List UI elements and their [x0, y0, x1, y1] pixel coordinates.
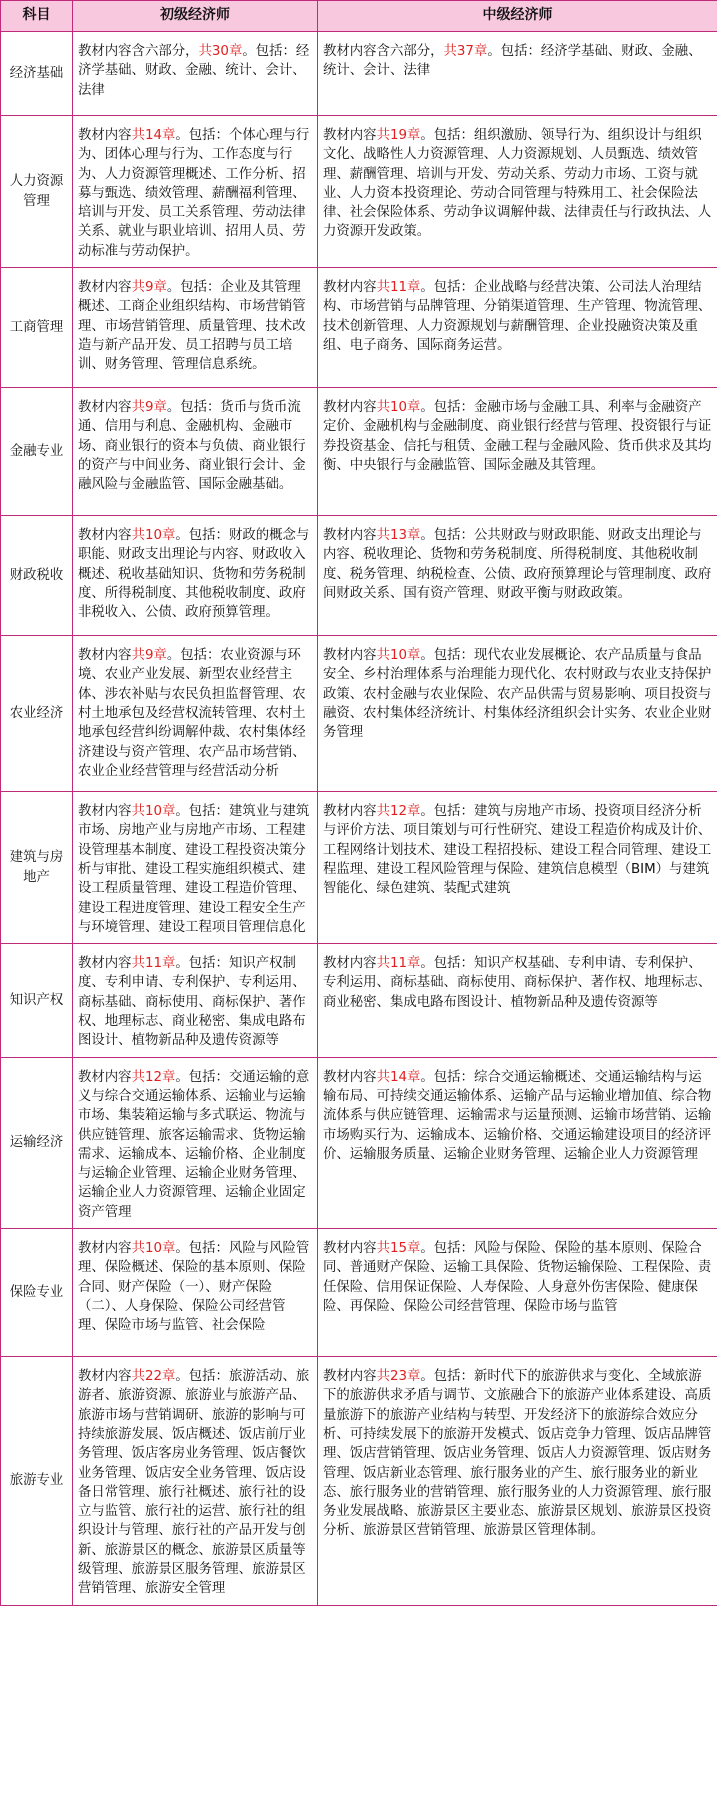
- content-text: 教材内容: [78, 128, 132, 143]
- table-header-row: [1, 1, 717, 32]
- subject-cell: 建筑与房地产: [1, 792, 73, 944]
- subject-cell: 财政税收: [1, 516, 73, 636]
- content-text: 教材内容: [78, 1369, 132, 1385]
- table-row: [1, 944, 717, 1057]
- content-text: 。包括：组织激励、领导行为、组织设计与组织文化、战略性人力资源管理、人力资源规划、人员甄选、绩效管理、薪酬管理、培训与开发、劳动关系、劳动力市场、工资与就业、人力资本投资理论、劳动合同管理与特殊用工、社会保险法律、社会保险体系、劳动争议调解仲裁、法律责任与行政执法、人力资源开发政策。: [323, 128, 712, 240]
- subject-cell: 农业经济: [1, 636, 73, 792]
- chapter-count: 共14章: [131, 128, 176, 143]
- chapter-count: 共11章: [376, 956, 421, 972]
- content-text: 。包括：知识产权制度、专利申请、专利保护、专利运用、商标基础、商标使用、商标保护、著作权、地理标志、商业秘密、集成电路布图设计、植物新品种及遗传资源等: [78, 956, 306, 1049]
- junior-content-cell: [73, 516, 318, 636]
- chapter-count: 共37章: [443, 44, 488, 59]
- junior-content-cell: [73, 944, 318, 1057]
- header-intermediate: 中级经济师: [318, 1, 717, 32]
- content-text: 教材内容含六部分，: [78, 44, 199, 59]
- header-subject: 科目: [1, 1, 73, 32]
- subject-cell: 经济基础: [1, 32, 73, 116]
- junior-content-cell: [73, 116, 318, 268]
- content-text: 。包括：知识产权基础、专利申请、专利保护、专利运用、商标基础、商标使用、商标保护、著作权、地理标志、商业秘密、集成电路布图设计、植物新品种及遗传资源等: [323, 956, 712, 1010]
- intermediate-content-cell: [318, 516, 717, 636]
- chapter-count: 共10章: [131, 1241, 176, 1257]
- content-text: 。包括：农业资源与环境、农业产业发展、新型农业经营主体、涉农补贴与农民负担监督管理、农村土地承包及经营权流转管理、农村土地承包经营纠纷调解仲裁、农村集体经济建设与资产管理、农产品市场营销、农业企业经营管理与经营活动分析: [78, 648, 306, 779]
- content-text: 教材内容: [78, 400, 132, 416]
- content-text: 教材内容: [78, 1241, 132, 1257]
- table-row: [1, 1229, 717, 1357]
- chapter-count: 共22章: [131, 1369, 176, 1385]
- table-row: [1, 1357, 717, 1606]
- content-text: 教材内容: [78, 804, 132, 820]
- content-text: 教材内容: [323, 528, 377, 544]
- content-text: 。包括：财政的概念与职能、财政支出理论与内容、财政收入概述、税收基础知识、货物和劳务税制度、所得税制度、其他税收制度、政府非税收入、公债、政府预算管理。: [78, 528, 310, 621]
- content-text: 。包括：经济学基础、财政、金融、统计、会计、法律: [323, 44, 702, 79]
- content-text: 教材内容: [323, 1241, 377, 1257]
- content-text: 教材内容: [323, 128, 377, 143]
- chapter-count: 共10章: [376, 648, 421, 664]
- chapter-count: 共19章: [376, 128, 421, 143]
- chapter-count: 共30章: [198, 44, 243, 59]
- content-text: 。包括：现代农业发展概论、农产品质量与食品安全、乡村治理体系与治理能力现代化、农村财政与农业支持保护政策、农村金融与农业保险、农产品供需与贸易影响、项目投资与融资、农村集体经济统计、村集体经济组织会计实务、农业企业财务管理: [323, 648, 712, 741]
- content-text: 教材内容: [323, 956, 377, 972]
- chapter-count: 共10章: [376, 400, 421, 416]
- table-row: [1, 116, 717, 268]
- content-text: 。包括：经济学基础、财政、金融、统计、会计、法律: [78, 44, 310, 98]
- subject-cell: 知识产权: [1, 944, 73, 1057]
- intermediate-content-cell: [318, 268, 717, 388]
- content-text: 教材内容: [323, 400, 377, 416]
- content-text: 教材内容: [78, 1069, 132, 1085]
- subject-cell: 人力资源管理: [1, 116, 73, 268]
- junior-content-cell: [73, 792, 318, 944]
- content-text: 。包括：建筑与房地产市场、投资项目经济分析与评价方法、项目策划与可行性研究、建设工程造价构成及计价、工程网络计划技术、建设工程招投标、建设工程合同管理、建设工程监理、建设工程风险管理与保险、建筑信息模型（BIM）与建筑智能化、绿色建筑、装配式建筑: [323, 804, 712, 897]
- chapter-count: 共10章: [131, 528, 176, 544]
- subject-cell: 保险专业: [1, 1229, 73, 1357]
- content-text: 。包括：金融市场与金融工具、利率与金融资产定价、金融机构与金融制度、商业银行经营与管理、投资银行与证券投资基金、信托与租赁、金融工程与金融风险、货币供求及其均衡、中央银行与金融监管、国际金融及其管理。: [323, 400, 712, 473]
- chapter-count: 共13章: [376, 528, 421, 544]
- content-text: 教材内容: [78, 956, 132, 972]
- junior-content-cell: [73, 1357, 318, 1606]
- junior-content-cell: [73, 32, 318, 116]
- table-row: [1, 636, 717, 792]
- intermediate-content-cell: [318, 388, 717, 516]
- content-text: 教材内容: [323, 280, 377, 296]
- content-text: 教材内容: [323, 1069, 377, 1085]
- junior-content-cell: [73, 1229, 318, 1357]
- chapter-count: 共9章: [131, 400, 167, 416]
- content-text: 教材内容: [323, 648, 377, 664]
- intermediate-content-cell: [318, 116, 717, 268]
- intermediate-content-cell: [318, 636, 717, 792]
- content-text: 。包括：综合交通运输概述、交通运输结构与运输布局、可持续交通运输体系、运输产品与运输业增加值、综合物流体系与供应链管理、运输需求与运量预测、运输市场营销、运输市场购买行为、运输成本、运输价格、交通运输建设项目的经济评价、运输服务质量、运输企业财务管理、运输企业人力资源管理: [323, 1069, 712, 1162]
- content-text: 。包括：建筑业与建筑市场、房地产业与房地产市场、工程建设管理基本制度、建设工程投资决策分析与审批、建设工程实施组织模式、建设工程质量管理、建设工程造价管理、建设工程进度管理、建设工程安全生产与环境管理、建设工程项目管理信息化: [78, 804, 310, 935]
- content-text: 教材内容: [78, 528, 132, 544]
- chapter-count: 共11章: [376, 280, 421, 296]
- content-text: 教材内容: [323, 1369, 377, 1385]
- table-row: [1, 32, 717, 116]
- intermediate-content-cell: [318, 1057, 717, 1228]
- subject-cell: 金融专业: [1, 388, 73, 516]
- table-row: [1, 268, 717, 388]
- chapter-count: 共23章: [376, 1369, 421, 1385]
- header-junior: 初级经济师: [73, 1, 318, 32]
- content-text: 教材内容: [78, 280, 132, 296]
- content-text: 教材内容含六部分，: [323, 44, 444, 59]
- intermediate-content-cell: [318, 792, 717, 944]
- content-text: 教材内容: [323, 804, 377, 820]
- chapter-count: 共11章: [131, 956, 176, 972]
- subject-cell: 旅游专业: [1, 1357, 73, 1606]
- content-text: 。包括：新时代下的旅游供求与变化、全域旅游下的旅游供求矛盾与调节、文旅融合下的旅游产业体系建设、高质量旅游下的旅游产业结构与转型、开发经济下的旅游综合效应分析、可持续发展下的旅游开发模式、饭店竞争力管理、饭店品牌管理、饭店营销管理、饭店业务管理、饭店人力资源管理、饭店财务管理、饭店新业态管理、旅行服务业的产生、旅行服务业的新业态、旅行服务业的营销管理、旅行服务业的人力资源管理、旅行服务业发展战略、旅游景区主要业态、旅游景区规划、旅游景区投资分析、旅游景区营销管理、旅游景区管理体制。: [323, 1369, 712, 1539]
- content-text: 。包括：交通运输的意义与综合交通运输体系、运输业与运输市场、集装箱运输与多式联运、物流与供应链管理、旅客运输需求、货物运输需求、运输成本、运输价格、企业制度与运输企业管理、运输企业财务管理、运输企业人力资源管理、运输企业固定资产管理: [78, 1069, 310, 1220]
- subject-cell: 运输经济: [1, 1057, 73, 1228]
- intermediate-content-cell: [318, 1357, 717, 1606]
- chapter-count: 共12章: [376, 804, 421, 820]
- table-row: [1, 388, 717, 516]
- chapter-count: 共9章: [131, 648, 167, 664]
- table-row: [1, 1057, 717, 1228]
- chapter-count: 共15章: [376, 1241, 421, 1257]
- intermediate-content-cell: [318, 1229, 717, 1357]
- content-text: 。包括：公共财政与财政职能、财政支出理论与内容、税收理论、货物和劳务税制度、所得税制度、其他税收制度、税务管理、纳税检查、公债、政府预算理论与管理制度、政府间财政关系、国有资产管理、财政平衡与财政政策。: [323, 528, 712, 601]
- subject-cell: 工商管理: [1, 268, 73, 388]
- junior-content-cell: [73, 268, 318, 388]
- intermediate-content-cell: [318, 944, 717, 1057]
- chapter-count: 共9章: [131, 280, 167, 296]
- content-text: 。包括：个体心理与行为、团体心理与行为、工作态度与行为、人力资源管理概述、工作分析、招募与甄选、绩效管理、薪酬福利管理、培训与开发、员工关系管理、劳动法律关系、就业与职业培训、招用人员、劳动标准与劳动保护。: [78, 128, 310, 259]
- junior-content-cell: [73, 1057, 318, 1228]
- intermediate-content-cell: [318, 32, 717, 116]
- chapter-count: 共14章: [376, 1069, 421, 1085]
- content-text: 。包括：风险与保险、保险的基本原则、保险合同、普通财产保险、运输工具保险、货物运输保险、工程保险、责任保险、信用保证保险、人寿保险、人身意外伤害保险、健康保险、再保险、保险公司经营管理、保险市场与监管: [323, 1241, 712, 1314]
- table-row: [1, 792, 717, 944]
- chapter-count: 共12章: [131, 1069, 176, 1085]
- content-text: 。包括：货币与货币流通、信用与利息、金融机构、金融市场、商业银行的资本与负债、商业银行的资产与中间业务、商业银行会计、金融风险与金融监管、国际金融基础。: [78, 400, 306, 493]
- content-text: 。包括：企业及其管理概述、工商企业组织结构、市场营销管理、市场营销管理、质量管理、技术改造与新产品开发、员工招聘与员工培训、财务管理、管理信息系统。: [78, 280, 306, 373]
- chapter-count: 共10章: [131, 804, 176, 820]
- content-text: 。包括：旅游活动、旅游者、旅游资源、旅游业与旅游产品、旅游市场与营销调研、旅游的影响与可持续旅游发展、饭店概述、饭店前厅业务管理、饭店客房业务管理、饭店餐饮业务管理、饭店安全业务管理、饭店设备日常管理、旅行社概述、旅行社的设立与监管、旅行社的运营、旅行社的组织设计与管理、旅行社的产品开发与创新、旅游景区的概念、旅游景区质量等级管理、旅游景区服务管理、旅游景区营销管理、旅游安全管理: [78, 1369, 310, 1597]
- junior-content-cell: [73, 636, 318, 792]
- content-text: 教材内容: [78, 648, 132, 664]
- content-text: 。包括：企业战略与经营决策、公司法人治理结构、市场营销与品牌管理、分销渠道管理、生产管理、物流管理、技术创新管理、人力资源规划与薪酬管理、企业投融资决策及重组、电子商务、国际商务运营。: [323, 280, 712, 353]
- junior-content-cell: [73, 388, 318, 516]
- table-row: [1, 516, 717, 636]
- content-text: 。包括：风险与风险管理、保险概述、保险的基本原则、保险合同、财产保险（一）、财产保险（二）、人身保险、保险公司经营管理、保险市场与监管、社会保险: [78, 1241, 310, 1334]
- table-body: [1, 32, 717, 1606]
